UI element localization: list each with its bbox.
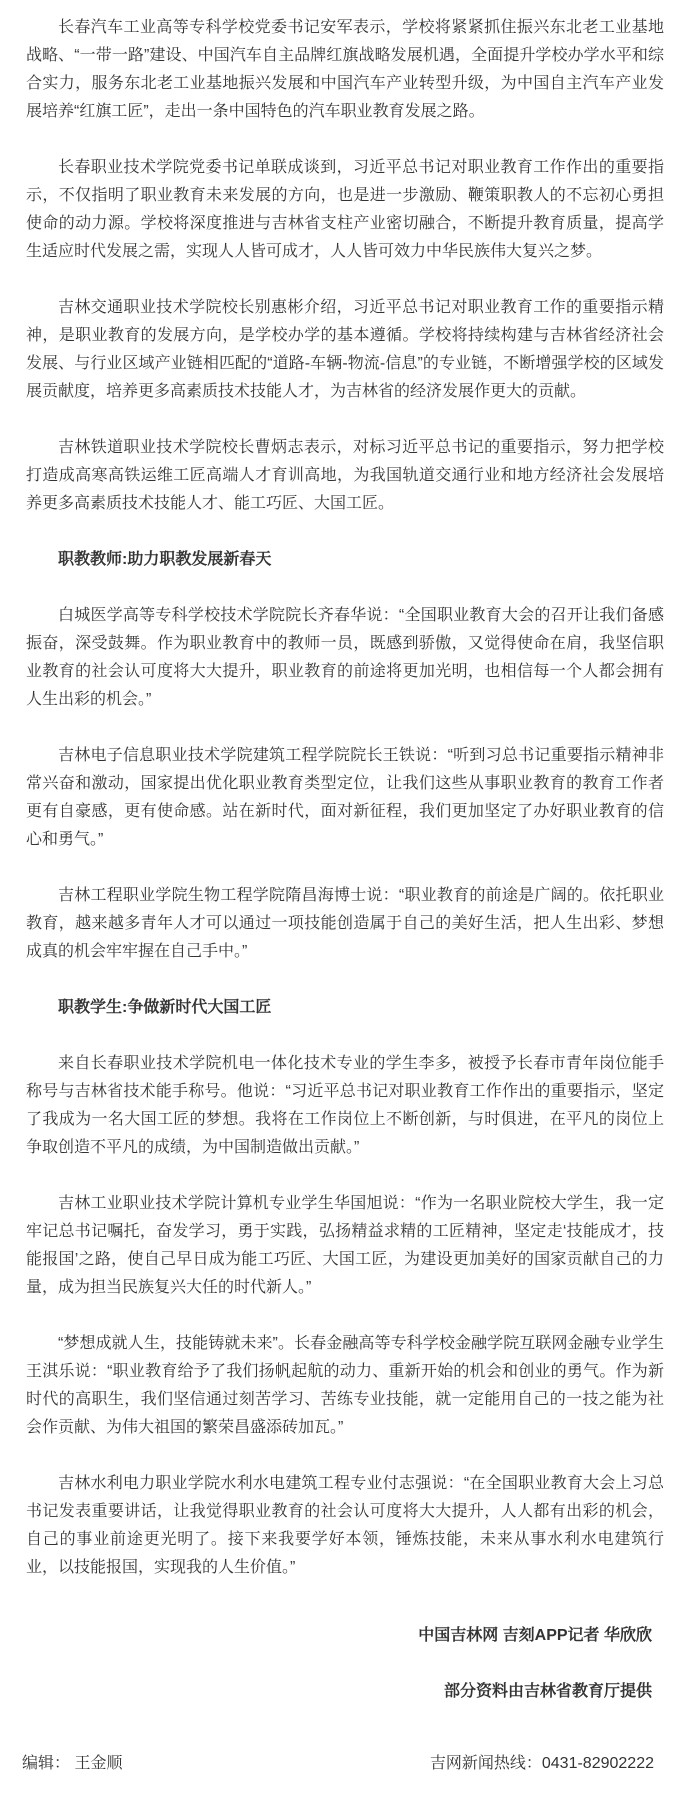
article-paragraph: 吉林水利电力职业学院水利水电建筑工程专业付志强说：“在全国职业教育大会上习总书记发表重要讲话，让我觉得职业教育的社会认可度将大大提升，人人都有出彩的机会，自己的事业前途更光明了。接下来我要学好本领，锤炼技能，未来从事水利水电建筑行业，以技能报国，实现我的人生价值。”	[26, 1475, 664, 1576]
article-heading: 职教学生:争做新时代大国工匠	[58, 999, 272, 1016]
article-paragraph: 吉林工程职业学院生物工程学院隋昌海博士说：“职业教育的前途是广阔的。依托职业教育，越来越多青年人才可以通过一项技能创造属于自己的美好生活，把人生出彩、梦想成真的机会牢牢握在自己手中。”	[26, 887, 664, 960]
article-signature: 部分资料由吉林省教育厅提供	[443, 1683, 652, 1700]
footer	[0, 1750, 674, 1778]
article-heading: 职教教师:助力职教发展新春天	[58, 551, 272, 568]
article-paragraph: 吉林交通职业技术学院校长别惠彬介绍，习近平总书记对职业教育工作的重要指示精神，是职业教育的发展方向，是学校办学的基本遵循。学校将持续构建与吉林省经济社会发展、与行业区域产业链相匹配的“道路-车辆-物流-信息”的专业链，不断增强学校的区域发展贡献度，培养更多高素质技术技能人才，为吉林省的经济发展作更大的贡献。	[26, 299, 664, 400]
article-signature: 中国吉林网 吉刻APP记者 华欣欣	[418, 1627, 652, 1644]
article-paragraph: 来自长春职业技术学院机电一体化技术专业的学生李多，被授予长春市青年岗位能手称号与吉林省技术能手称号。他说：“习近平总书记对职业教育工作作出的重要指示，坚定了我成为一名大国工匠的梦想。我将在工作岗位上不断创新，与时俱进，在平凡的岗位上争取创造不平凡的成绩，为中国制造做出贡献。”	[26, 1055, 664, 1156]
editor-credit: 编辑： 王金顺	[22, 1755, 123, 1772]
news-hotline: 吉网新闻热线：0431-82902222	[429, 1755, 654, 1772]
article-paragraph: 吉林工业职业技术学院计算机专业学生华国旭说：“作为一名职业院校大学生，我一定牢记总书记嘱托，奋发学习，勇于实践，弘扬精益求精的工匠精神，坚定走‘技能成才，技能报国’之路，使自己早日成为能工巧匠、大国工匠，为建设更加美好的国家贡献自己的力量，成为担当民族复兴大任的时代新人。”	[26, 1195, 664, 1296]
article-paragraph: 长春职业技术学院党委书记单联成谈到，习近平总书记对职业教育工作作出的重要指示，不仅指明了职业教育未来发展的方向，也是进一步激励、鞭策职教人的不忘初心勇担使命的动力源。学校将深度推进与吉林省支柱产业密切融合，不断提升教育质量，提高学生适应时代发展之需，实现人人皆可成才，人人皆可效力中华民族伟大复兴之梦。	[26, 159, 664, 260]
article-paragraph: 长春汽车工业高等专科学校党委书记安军表示，学校将紧紧抓住振兴东北老工业基地战略、“一带一路”建设、中国汽车自主品牌红旗战略发展机遇，全面提升学校办学水平和综合实力，服务东北老工业基地振兴发展和中国汽车产业转型升级，为中国自主汽车产业发展培养“红旗工匠”，走出一条中国特色的汽车职业教育发展之路。	[26, 19, 664, 120]
article-paragraph: 吉林电子信息职业技术学院建筑工程学院院长王铁说：“听到习总书记重要指示精神非常兴奋和激动，国家提出优化职业教育类型定位，让我们这些从事职业教育的教育工作者更有自豪感，更有使命感。站在新时代，面对新征程，我们更加坚定了办好职业教育的信心和勇气。”	[26, 747, 664, 848]
article-paragraph: 吉林铁道职业技术学院校长曹炳志表示，对标习近平总书记的重要指示，努力把学校打造成高寒高铁运维工匠高端人才育训高地，为我国轨道交通行业和地方经济社会发展培养更多高素质技术技能人才、能工巧匠、大国工匠。	[26, 439, 664, 512]
article-paragraph: “梦想成就人生，技能铸就未来”。长春金融高等专科学校金融学院互联网金融专业学生王淇乐说：“职业教育给予了我们扬帆起航的动力、重新开始的机会和创业的勇气。作为新时代的高职生，我们坚信通过刻苦学习、苦练专业技能，就一定能用自己的一技之能为社会作贡献、为伟大祖国的繁荣昌盛添砖加瓦。”	[26, 1335, 664, 1436]
article-paragraph: 白城医学高等专科学校技术学院院长齐春华说：“全国职业教育大会的召开让我们备感振奋，深受鼓舞。作为职业教育中的教师一员，既感到骄傲，又觉得使命在肩，我坚信职业教育的社会认可度将大大提升，职业教育的前途将更加光明，也相信每一个人都会拥有人生出彩的机会。”	[26, 607, 664, 708]
